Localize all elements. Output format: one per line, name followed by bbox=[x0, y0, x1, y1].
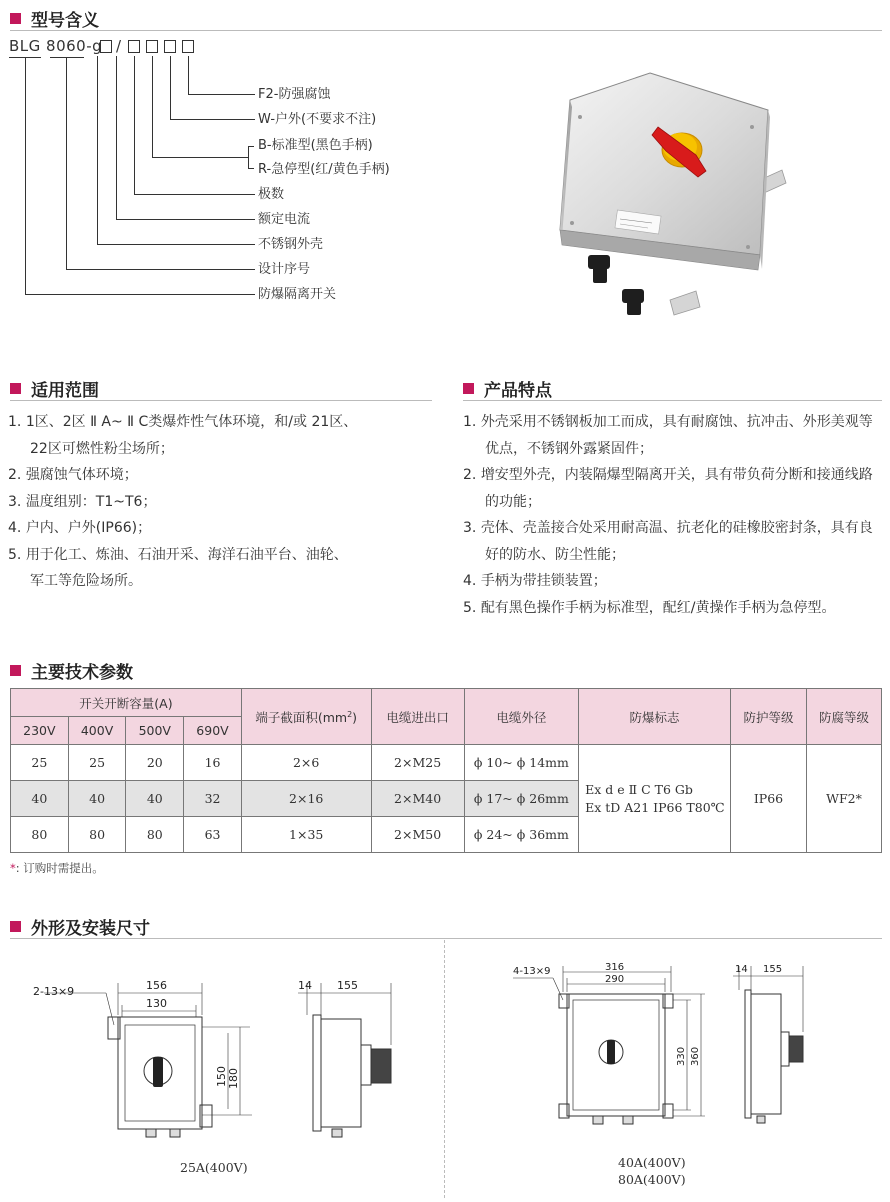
leader-line bbox=[170, 119, 255, 120]
table-cell: 40 bbox=[11, 781, 69, 817]
leader-line bbox=[170, 56, 171, 119]
model-desc-item: 不锈钢外壳 bbox=[258, 237, 324, 252]
leader-line bbox=[97, 244, 255, 245]
section-square-icon bbox=[10, 13, 21, 24]
model-code-slash: / bbox=[116, 37, 122, 55]
section-title-text: 主要技术参数 bbox=[31, 663, 133, 683]
th-ip: 防护等级 bbox=[731, 689, 807, 745]
th-voltage: 230V bbox=[11, 717, 69, 745]
model-code-g: g bbox=[92, 37, 103, 55]
dim-height-outer: 180 bbox=[227, 1068, 240, 1089]
table-cell: ϕ 17~ ϕ 26mm bbox=[464, 781, 578, 817]
table-cell: 25 bbox=[68, 745, 126, 781]
list-item: 3. 温度组别：T1~T6； bbox=[8, 493, 157, 510]
th-corr: 防腐等级 bbox=[806, 689, 881, 745]
model-desc-item: 极数 bbox=[258, 187, 285, 202]
table-cell: 63 bbox=[184, 817, 242, 853]
table-note bbox=[10, 860, 104, 876]
section-rule bbox=[10, 30, 882, 31]
section-rule bbox=[10, 938, 882, 939]
table-cell: 40 bbox=[126, 781, 184, 817]
dim-width-outer: 316 bbox=[605, 962, 625, 973]
code-box bbox=[146, 40, 158, 53]
dim-side-a: 14 bbox=[735, 964, 748, 975]
list-item: 5. 用于化工、炼油、石油开采、海洋石油平台、油轮、军工等危险场所。 bbox=[8, 546, 348, 589]
leader-line bbox=[188, 94, 255, 95]
underline bbox=[50, 57, 84, 58]
list-item: 4. 户内、户外(IP66)； bbox=[8, 520, 152, 536]
dim-side-a: 14 bbox=[298, 979, 312, 992]
ip-cell: IP66 bbox=[731, 745, 807, 853]
list-item: 2. 增安型外壳，内装隔爆型隔离开关，具有带负荷分断和接通线路的功能； bbox=[463, 467, 873, 510]
model-desc-item: 额定电流 bbox=[258, 212, 311, 227]
leader-line bbox=[25, 58, 26, 294]
drawing-caption: 40A(400V) bbox=[618, 1155, 686, 1170]
model-desc-item: 设计序号 bbox=[258, 262, 311, 277]
dim-side-b: 155 bbox=[763, 964, 783, 975]
leader-line bbox=[152, 56, 153, 157]
section-title-features bbox=[463, 376, 552, 401]
list-item: 3. 壳体、壳盖接合处采用耐高温、抗老化的硅橡胶密封条，具有良好的防水、防尘性能； bbox=[463, 520, 873, 563]
table-cell: 20 bbox=[126, 745, 184, 781]
features-list bbox=[463, 409, 883, 621]
section-title-text: 型号含义 bbox=[31, 11, 99, 31]
table-cell: 2×6 bbox=[241, 745, 371, 781]
list-item: 5. 配有黑色操作手柄为标准型，配红/黄操作手柄为急停型。 bbox=[463, 599, 836, 616]
section-title-params bbox=[10, 658, 133, 683]
th-entry: 电缆进出口 bbox=[371, 689, 464, 745]
ex-marking-line: Ex tD A21 IP66 T80℃ bbox=[585, 799, 725, 815]
leader-line bbox=[116, 219, 255, 220]
table-cell: 80 bbox=[11, 817, 69, 853]
ex-marking-line: Ex d e Ⅱ C T6 Gb bbox=[585, 781, 693, 797]
code-box bbox=[128, 40, 140, 53]
dim-height-outer: 360 bbox=[690, 1046, 701, 1066]
list-item: 4. 手柄为带挂锁装置； bbox=[463, 573, 607, 589]
drawing-caption: 25A(400V) bbox=[180, 1160, 248, 1175]
model-desc-item: R-急停型(红/黄色手柄) bbox=[258, 162, 390, 177]
th-od: 电缆外径 bbox=[464, 689, 578, 745]
spec-table bbox=[10, 688, 882, 853]
list-item: 2. 强腐蚀气体环境； bbox=[8, 467, 138, 483]
section-rule bbox=[463, 400, 882, 401]
model-desc-item: W-户外(不要求不注) bbox=[258, 112, 377, 127]
table-cell: 80 bbox=[68, 817, 126, 853]
product-photo bbox=[520, 55, 820, 330]
model-code bbox=[9, 37, 102, 55]
leader-line bbox=[66, 58, 67, 269]
section-title-dims bbox=[10, 914, 150, 939]
th-capacity: 开关开断容量(A) bbox=[11, 689, 242, 717]
leader-bracket bbox=[248, 168, 254, 169]
dim-width-inner: 130 bbox=[146, 997, 167, 1010]
th-voltage: 500V bbox=[126, 717, 184, 745]
leader-line bbox=[188, 56, 189, 94]
th-voltage: 400V bbox=[68, 717, 126, 745]
section-title-text: 适用范围 bbox=[31, 381, 99, 401]
dim-height-inner: 330 bbox=[676, 1046, 687, 1066]
list-item: 1. 外壳采用不锈钢板加工而成，具有耐腐蚀、抗冲击、外形美观等优点，不锈钢外露紧固件； bbox=[463, 414, 873, 457]
table-cell: ϕ 24~ ϕ 36mm bbox=[464, 817, 578, 853]
table-cell: ϕ 10~ ϕ 14mm bbox=[464, 745, 578, 781]
table-cell: 2×M25 bbox=[371, 745, 464, 781]
list-item: 1. 1区、2区 Ⅱ A~ Ⅱ C类爆炸性气体环境，和/或 21区、22区可燃性粉尘场所； bbox=[8, 414, 358, 457]
corr-cell: WF2* bbox=[806, 745, 881, 853]
dim-width-outer: 156 bbox=[146, 979, 167, 992]
table-row bbox=[11, 745, 882, 781]
leader-line bbox=[134, 194, 255, 195]
leader-line bbox=[66, 269, 255, 270]
scope-list bbox=[8, 409, 358, 595]
code-box bbox=[182, 40, 194, 53]
section-square-icon bbox=[463, 383, 474, 394]
table-cell: 25 bbox=[11, 745, 69, 781]
leader-bracket bbox=[248, 146, 249, 168]
code-box bbox=[100, 40, 112, 53]
section-square-icon bbox=[10, 921, 21, 932]
table-cell: 16 bbox=[184, 745, 242, 781]
table-cell: 80 bbox=[126, 817, 184, 853]
section-square-icon bbox=[10, 383, 21, 394]
dimension-drawing-small bbox=[30, 975, 430, 1155]
table-cell: 40 bbox=[68, 781, 126, 817]
dim-holes-label: 2-13×9 bbox=[33, 985, 75, 998]
model-desc-item: F2-防强腐蚀 bbox=[258, 87, 331, 102]
leader-line bbox=[25, 294, 255, 295]
section-title-text: 产品特点 bbox=[484, 381, 552, 401]
leader-line bbox=[152, 157, 248, 158]
leader-line bbox=[116, 56, 117, 219]
dim-width-inner: 290 bbox=[605, 974, 625, 985]
dimension-drawing-large bbox=[505, 960, 875, 1160]
table-cell: 2×16 bbox=[241, 781, 371, 817]
leader-bracket bbox=[248, 146, 254, 147]
th-terminal: 端子截面积$(mm^2)$ bbox=[241, 689, 371, 745]
divider bbox=[444, 940, 445, 1198]
section-title-scope bbox=[10, 376, 99, 401]
drawing-caption: 80A(400V) bbox=[618, 1172, 686, 1187]
table-cell: 2×M50 bbox=[371, 817, 464, 853]
dim-holes-label: 4-13×9 bbox=[513, 966, 551, 977]
section-title-text: 外形及安装尺寸 bbox=[31, 919, 150, 939]
th-voltage: 690V bbox=[184, 717, 242, 745]
dim-height-inner: 150 bbox=[215, 1066, 228, 1087]
th-ex: 防爆标志 bbox=[579, 689, 731, 745]
ex-marking-cell bbox=[579, 745, 731, 853]
section-title-model bbox=[10, 6, 99, 31]
model-desc-item: 防爆隔离开关 bbox=[258, 287, 337, 302]
dim-side-b: 155 bbox=[337, 979, 358, 992]
code-box bbox=[164, 40, 176, 53]
section-square-icon bbox=[10, 665, 21, 676]
model-desc-item: B-标准型(黑色手柄) bbox=[258, 138, 373, 153]
table-header-row bbox=[11, 689, 882, 717]
leader-line bbox=[97, 56, 98, 244]
table-cell: 1×35 bbox=[241, 817, 371, 853]
model-code-prefix: BLG 8060- bbox=[9, 37, 93, 55]
table-cell: 2×M40 bbox=[371, 781, 464, 817]
leader-line bbox=[134, 56, 135, 194]
section-rule bbox=[10, 400, 432, 401]
note-star: * bbox=[10, 861, 16, 875]
note-text: : 订购时需提出。 bbox=[15, 861, 104, 875]
table-cell: 32 bbox=[184, 781, 242, 817]
